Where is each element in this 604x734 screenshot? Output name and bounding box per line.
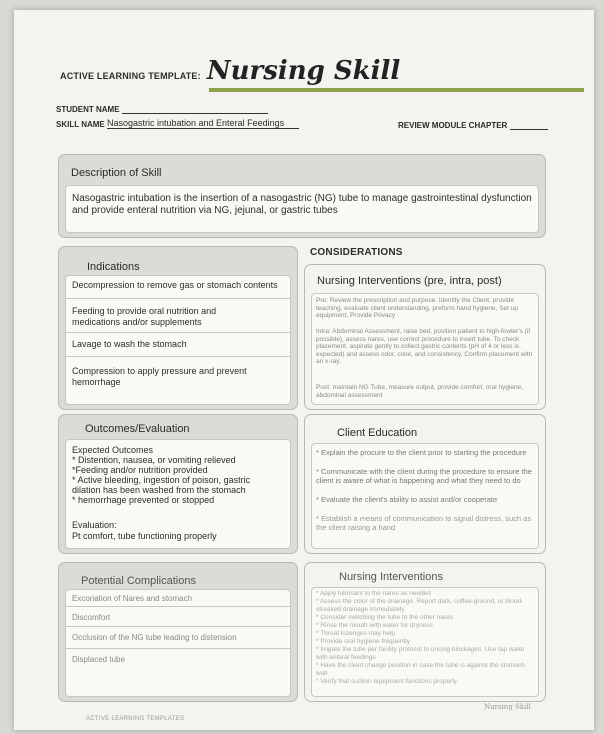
intervention-item: * Have the client change position in case the tube is against the stomach wall [316,662,525,677]
row-divider [66,298,290,299]
intervention-item: * Throat lozenges may help [316,630,396,637]
indications-section [58,246,298,410]
intervention-item: * Assess the color of the drainage. Report dark, coffee-ground, or blood-streaked drainage immediately [316,598,524,613]
page-title: Nursing Skill [206,56,401,86]
row-divider [66,606,290,607]
evaluation-text: Pt comfort, tube functioning properly [72,531,217,541]
row-divider [66,356,290,357]
indication-item: Feeding to provide oral nutrition and medications and/or supplements [72,306,217,327]
footer-left: ACTIVE LEARNING TEMPLATES [86,716,185,722]
complication-item: Discomfort [72,613,111,622]
complication-item: Excoriation of Nares and stomach [72,594,193,603]
indication-item: Compression to apply pressure and prevent hemorrhage [72,366,247,387]
skill-name-value: Nasogastric intubation and Enteral Feedings [106,118,285,128]
outcomes-section [58,414,298,554]
expected-outcome: * hemorrhage prevented or stopped [72,495,215,505]
row-divider [66,626,290,627]
indication-item: Lavage to wash the stomach [72,339,187,349]
education-item: * Explain the procure to the client prior to starting the procedure [316,448,527,457]
pre-interventions: Pre: Review the prescription and purpose. Identify the Client, provide teaching, evaluate client understanding, preform hand hygiene, Set up equipment, Provide Privacy [316,297,518,319]
description-panel [65,185,539,233]
intervention-item: * Apply lubricant to the nares as needed [316,590,431,597]
intra-interventions: Intra: Abdominal Assessment, raise bed, position patient to high-fowler's (if possible), assess nares, use correct procedure to insert tube. To check placement, aspirate gently to collect gastric contents (pH of 4 or less is expected) and assess odor, color, and consistency. Confirm placement with an x-ray. [316,328,533,365]
complication-interventions-title: Nursing Interventions [339,571,443,583]
education-item: * Communicate with the client during the procedure to ensure the client is aware of what is happening and what they need to do [316,467,532,485]
row-divider [66,332,290,333]
complication-item: Displaced tube [72,655,125,664]
indications-title: Indications [87,261,140,273]
outcomes-panel [65,439,291,549]
intervention-item: * Rinse the mouth with water for dryness [316,622,433,629]
worksheet-page [14,10,594,730]
skill-name-field[interactable] [56,118,299,129]
indication-item: Decompression to remove gas or stomach contents [72,280,278,290]
outcomes-title: Outcomes/Evaluation [85,423,190,435]
header-rule [209,88,584,92]
intervention-item: * Verify that suction equipment functions properly [316,678,457,685]
complications-title: Potential Complications [81,575,196,587]
client-education-title: Client Education [337,427,418,439]
description-text: Nasogastric intubation is the insertion of a nasogastric (NG) tube to manage gastrointestinal dysfunction and provide enteral nutrition via NG, jejunal, or gastric tubes [72,193,532,216]
interventions-panel [311,293,539,405]
complications-panel [65,589,291,697]
client-education-panel [311,443,539,549]
indications-panel [65,275,291,405]
review-module-line[interactable] [510,120,548,130]
expected-outcome: * Distention, nausea, or vomiting relieved [72,455,236,465]
education-item: * Evaluate the client's ability to assist and/or cooperate [316,495,498,504]
skill-name-label: SKILL NAME [56,120,105,129]
row-divider [66,648,290,649]
student-name-line[interactable] [122,104,268,114]
description-section [58,154,546,238]
description-title: Description of Skill [71,167,162,179]
footer-right: Nursing Skill [484,703,531,711]
expected-outcome: *Feeding and/or nutrition provided [72,465,208,475]
post-interventions: Post: maintain NG Tube, measure output, provide comfort, oral hygiene, abdominal assessment [316,384,524,399]
client-education-section [304,414,546,554]
complication-interventions-section [304,562,546,702]
intervention-item: * Consider switching the tube to the other nares [316,614,453,621]
review-module-label: REVIEW MODULE CHAPTER [398,121,508,130]
evaluation-label: Evaluation: [72,520,117,530]
complication-item: Occlusion of the NG tube leading to distension [72,633,237,642]
page-header [60,56,400,86]
template-label: ACTIVE LEARNING TEMPLATE: [60,71,201,81]
intervention-item: * Provide oral hygiene frequently [316,638,410,645]
intervention-item: * Irrigate the tube per facility protocol to unclog blockages. Use tap water with enteral feedings [316,646,525,661]
student-name-label: STUDENT NAME [56,105,120,114]
expected-outcome: * Active bleeding, ingestion of poison, gastric dilation has been washed from the stomach [72,475,251,495]
review-module-field[interactable] [398,120,548,130]
student-name-field[interactable] [56,104,268,114]
education-item: * Establish a means of communication to signal distress, such as the client raising a hand [316,514,532,532]
interventions-title: Nursing Interventions (pre, intra, post) [317,275,502,287]
considerations-section [304,264,546,410]
complications-section [58,562,298,702]
considerations-title: CONSIDERATIONS [310,247,403,258]
expected-outcomes-label: Expected Outcomes [72,445,154,455]
complication-interventions-panel [311,587,539,697]
skill-name-line[interactable] [107,118,299,129]
